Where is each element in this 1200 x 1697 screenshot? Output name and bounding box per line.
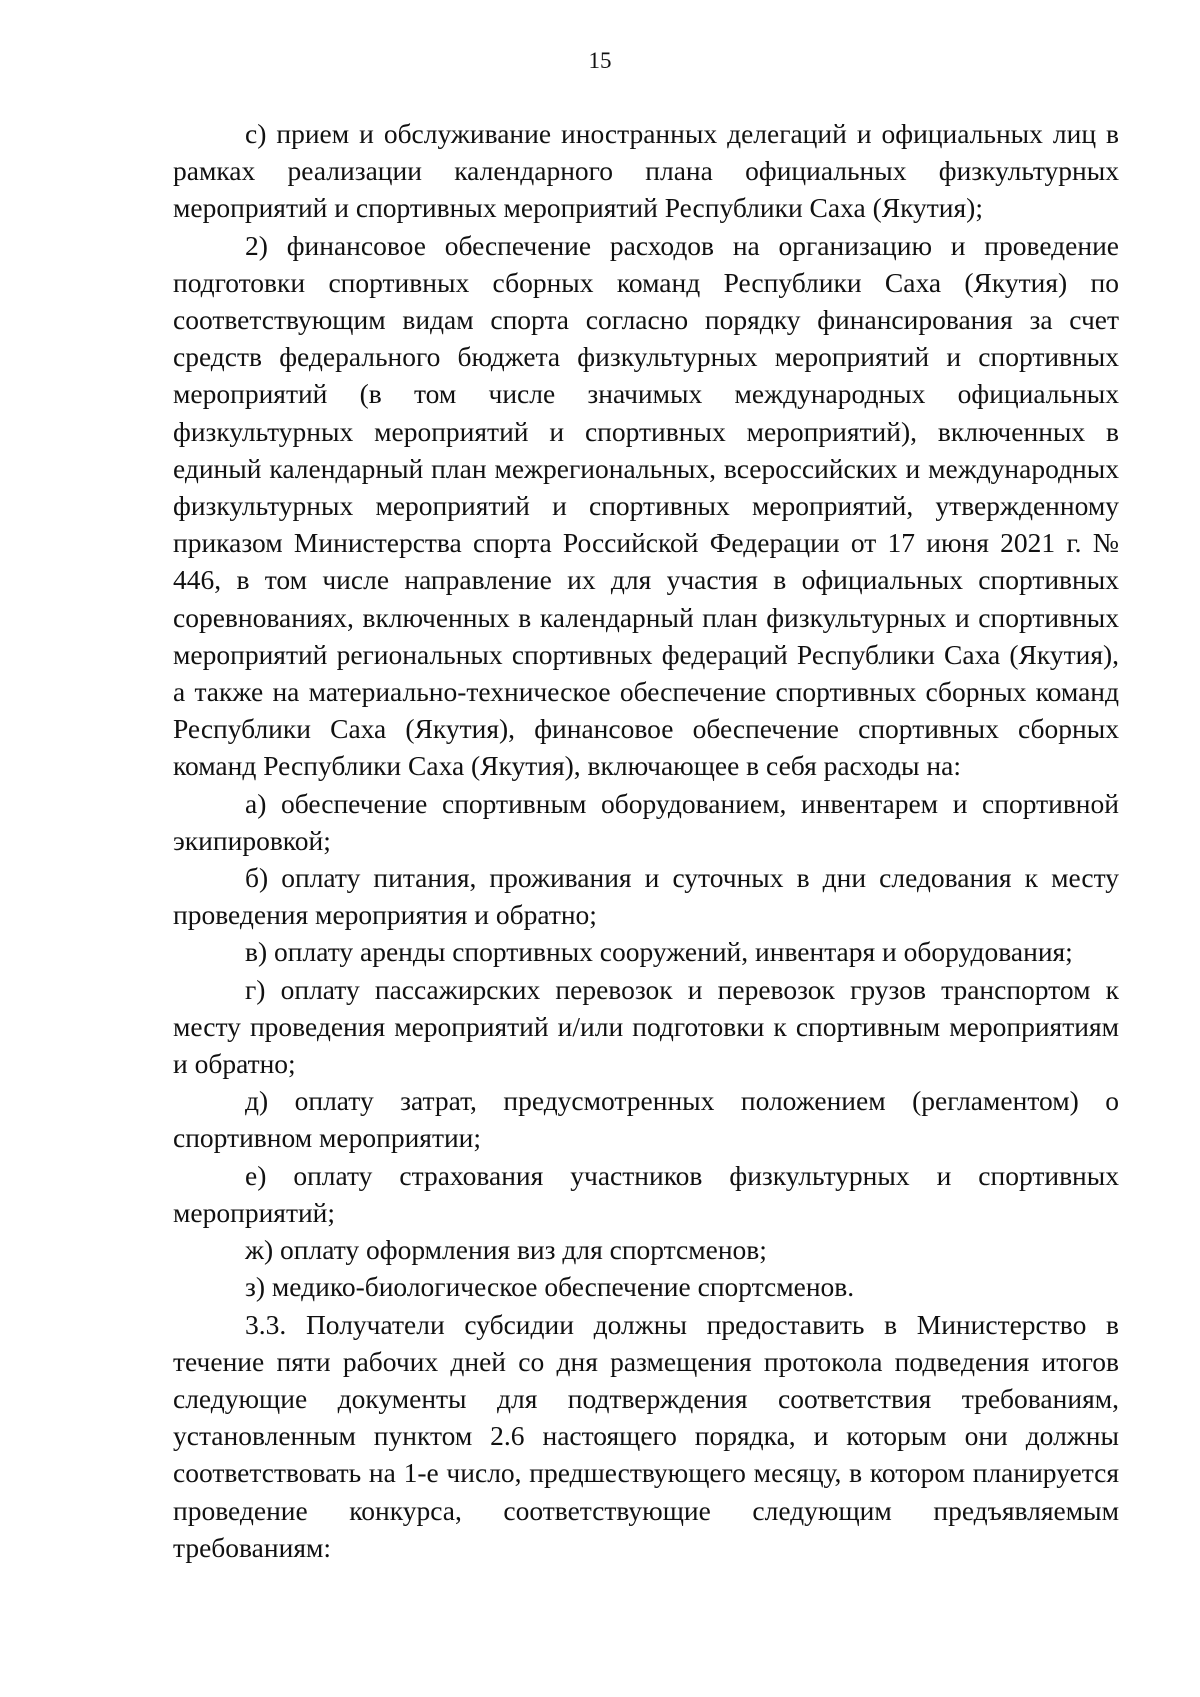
paragraph-item-b: б) оплату питания, проживания и суточных в дни следования к месту проведения мероприятия и обратно; (173, 862, 1119, 931)
paragraph-item-d: д) оплату затрат, предусмотренных положением (регламентом) о спортивном мероприятии; (173, 1085, 1119, 1154)
paragraph-item-c: с) прием и обслуживание иностранных делегаций и официальных лиц в рамках реализации календарного плана официальных физкультурных мероприятий и спортивных мероприятий Республики Саха (Якутия); (173, 118, 1119, 224)
paragraph-item-z: з) медико-биологическое обеспечение спортсменов. (245, 1271, 855, 1303)
paragraph-section-3-3: 3.3. Получатели субсидии должны предоставить в Министерство в течение пяти рабочих дней со дня размещения протокола подведения итогов следующие документы для подтверждения соответствия требованиям, установленным пунктом 2.6 настоящего порядка, и которым они должны соответствовать на 1-е число, предшествующего месяцу, в котором планируется проведение конкурса, соответствующие следующим предъявляемым требованиям: (173, 1308, 1119, 1563)
paragraph-item-v: в) оплату аренды спортивных сооружений, инвентаря и оборудования; (245, 936, 1073, 968)
paragraph-item-2: 2) финансовое обеспечение расходов на организацию и проведение подготовки спортивных сборных команд Республики Саха (Якутия) по соответствующим видам спорта согласно порядку финансирования за счет средств федерального бюджета физкультурных мероприятий и спортивных мероприятий (в том числе значимых международных официальных физкультурных мероприятий и спортивных мероприятий), включенных в единый календарный план межрегиональных, всероссийских и международных физкультурных мероприятий и спортивных мероприятий, утвержденному приказом Министерства спорта Российской Федерации от 17 июня 2021 г. № 446, в том числе направление их для участия в официальных спортивных соревнованиях, включенных в календарный план физкультурных и спортивных мероприятий региональных спортивных федераций Республики Саха (Якутия), а также на материально-техническое обеспечение спортивных сборных команд Республики Саха (Якутия), финансовое обеспечение спортивных сборных команд Республики Саха (Якутия), включающее в себя расходы на: (173, 229, 1119, 782)
paragraph-item-a: а) обеспечение спортивным оборудованием, инвентарем и спортивной экипировкой; (173, 787, 1119, 856)
paragraph-item-zh: ж) оплату оформления виз для спортсменов; (245, 1234, 767, 1266)
document-body (173, 115, 1119, 1566)
paragraph-item-g: г) оплату пассажирских перевозок и перевозок грузов транспортом к месту проведения мероприятий и/или подготовки к спортивным мероприятиям и обратно; (173, 973, 1119, 1080)
page-number: 15 (588, 48, 612, 73)
paragraph-item-e: е) оплату страхования участников физкультурных и спортивных мероприятий; (173, 1159, 1119, 1228)
